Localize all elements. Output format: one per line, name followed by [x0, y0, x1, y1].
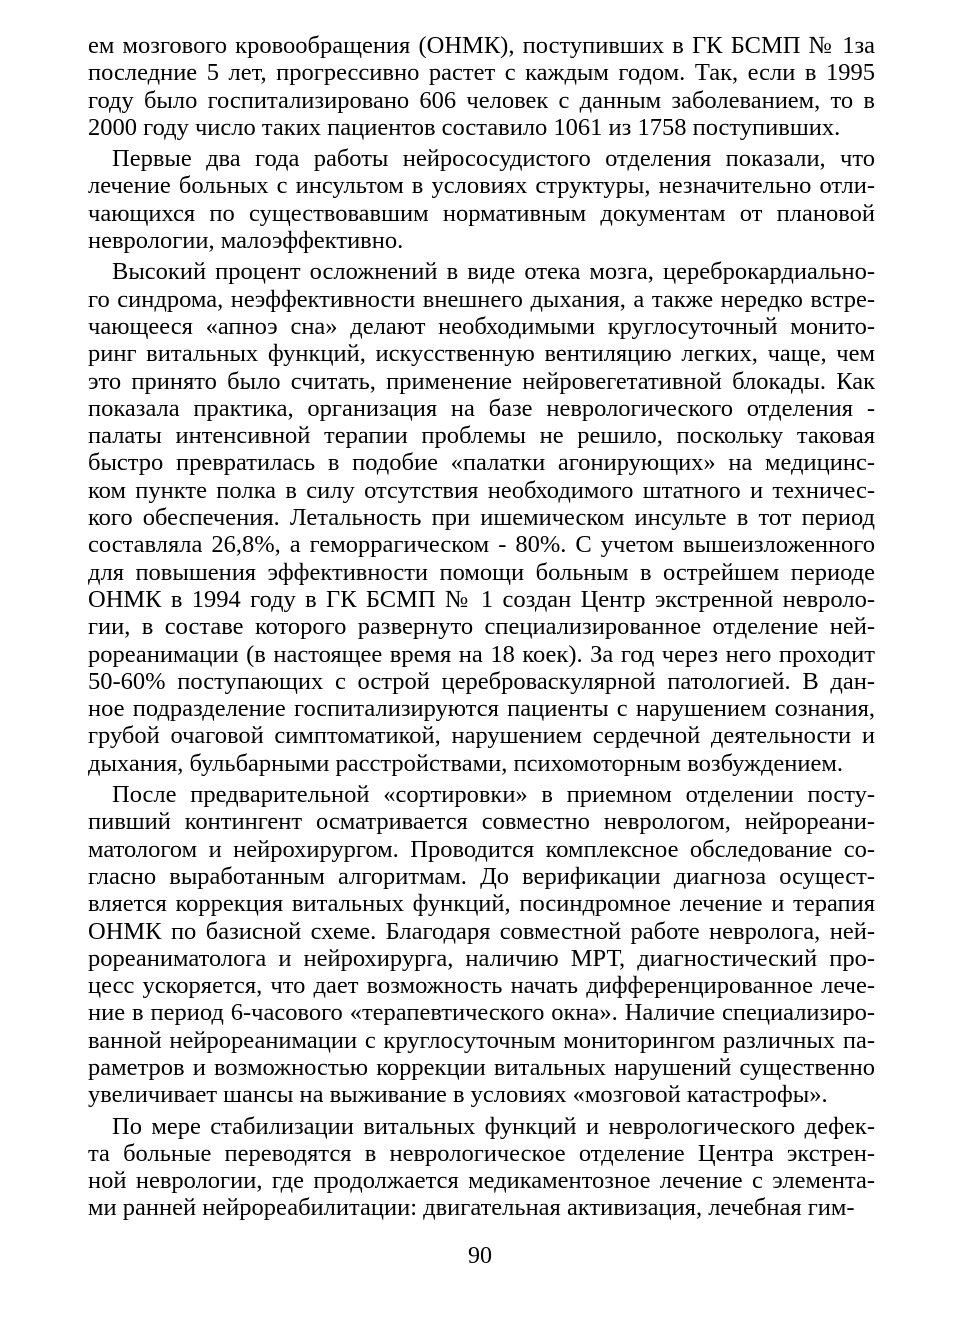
text-line: палаты интенсивной терапии проблемы не решило, поскольку таковая [88, 422, 875, 450]
text-line: чающихся по существовавшим нормативным документам от плановой [88, 199, 875, 227]
text-line: рореанимации (в настоящее время на 18 коек). За год через него проходит [88, 640, 875, 668]
paragraph [88, 145, 875, 254]
text-line: го синдрома, неэффективности внешнего дыхания, а также нередко встре- [88, 285, 875, 313]
paragraph [88, 1113, 875, 1222]
text-line: лечение больных с инсультом в условиях структуры, незначительно отли- [88, 172, 875, 200]
text-line: ние в период 6-часового «терапевтического окна». Наличие специализиро- [88, 999, 875, 1027]
text-line: раметров и возможностью коррекции витальных нарушений существенно [88, 1053, 875, 1081]
text-line: ОНМК в 1994 году в ГК БСМП № 1 создан Центр экстренной невроло- [88, 585, 875, 613]
text-line: та больные переводятся в неврологическое отделение Центра экстрен- [88, 1139, 875, 1167]
text-line: 50-60% поступающих с острой цереброваскулярной патологией. В дан- [88, 667, 875, 695]
text-line: рореаниматолога и нейрохирурга, наличию МРТ, диагностический про- [88, 944, 875, 972]
text-line: последние 5 лет, прогрессивно растет с каждым годом. Так, если в 1995 [88, 59, 875, 87]
text-line: цесс ускоряется, что дает возможность начать дифференцированное лече- [88, 972, 875, 1000]
text-line: 2000 году число таких пациентов составило 1061 из 1758 поступивших. [88, 113, 841, 141]
text-line: ОНМК по базисной схеме. Благодаря совместной работе невролога, ней- [88, 917, 875, 945]
text-line: гласно выработанным алгоритмам. До верификации диагноза осущест- [88, 862, 875, 890]
page-body [88, 32, 875, 1226]
text-line: матологом и нейрохирургом. Проводится комплексное обследование со- [88, 835, 875, 863]
text-line: После предварительной «сортировки» в приемном отделении посту- [112, 781, 875, 809]
text-line: ное подразделение госпитализируются пациенты с нарушением сознания, [88, 695, 875, 723]
text-line: составляла 26,8%, а геморрагическом - 80%. С учетом вышеизложенного [88, 531, 875, 559]
text-line: По мере стабилизации витальных функций и неврологического дефек- [112, 1112, 875, 1140]
text-line: дыхания, бульбарными расстройствами, психомоторным возбуждением. [88, 749, 844, 777]
text-line: для повышения эффективности помощи больным в острейшем периоде [88, 558, 875, 586]
text-line: неврологии, малоэффективно. [88, 227, 404, 255]
text-line: увеличивает шансы на выживание в условиях «мозговой катастрофы». [88, 1081, 828, 1109]
text-line: пивший контингент осматривается совместно неврологом, нейрореани- [88, 808, 875, 836]
text-line: Первые два года работы нейрососудистого отделения показали, что [112, 145, 875, 173]
text-line: ми ранней нейрореабилитации: двигательная активизация, лечебная гим- [88, 1194, 855, 1222]
text-line: Высокий процент осложнений в виде отека мозга, цереброкардиально- [112, 258, 875, 286]
page-number: 90 [468, 1243, 492, 1269]
text-line: ком пункте полка в силу отсутствия необходимого штатного и техничес- [88, 476, 875, 504]
text-line: гии, в составе которого развернуто специализированное отделение ней- [88, 613, 875, 641]
text-line: ванной нейрореанимации с круглосуточным мониторингом различных па- [88, 1026, 875, 1054]
text-line: быстро превратилась в подобие «палатки агонирующих» на медицинс- [88, 449, 875, 477]
text-line: вляется коррекция витальных функций, посиндромное лечение и терапия [88, 890, 875, 918]
text-line: ем мозгового кровообращения (ОНМК), поступивших в ГК БСМП № 1за [88, 32, 875, 59]
text-line: ринг витальных функций, искусственную вентиляцию легких, чаще, чем [88, 340, 875, 368]
text-line: году было госпитализировано 606 человек с данным заболеванием, то в [88, 86, 875, 114]
paragraph [88, 781, 875, 1109]
text-line: это принято было считать, применение нейровегетативной блокады. Как [88, 367, 875, 395]
text-line: кого обеспечения. Летальность при ишемическом инсульте в тот период [88, 504, 875, 532]
text-line: чающееся «апноэ сна» делают необходимыми круглосуточный монито- [88, 312, 875, 340]
text-line: грубой очаговой симптоматикой, нарушением сердечной деятельности и [88, 722, 875, 750]
text-line: показала практика, организация на базе неврологического отделения - [88, 394, 875, 422]
paragraph [88, 258, 875, 777]
text-line: ной неврологии, где продолжается медикаментозное лечение с элемента- [88, 1167, 875, 1195]
paragraph [88, 32, 875, 141]
